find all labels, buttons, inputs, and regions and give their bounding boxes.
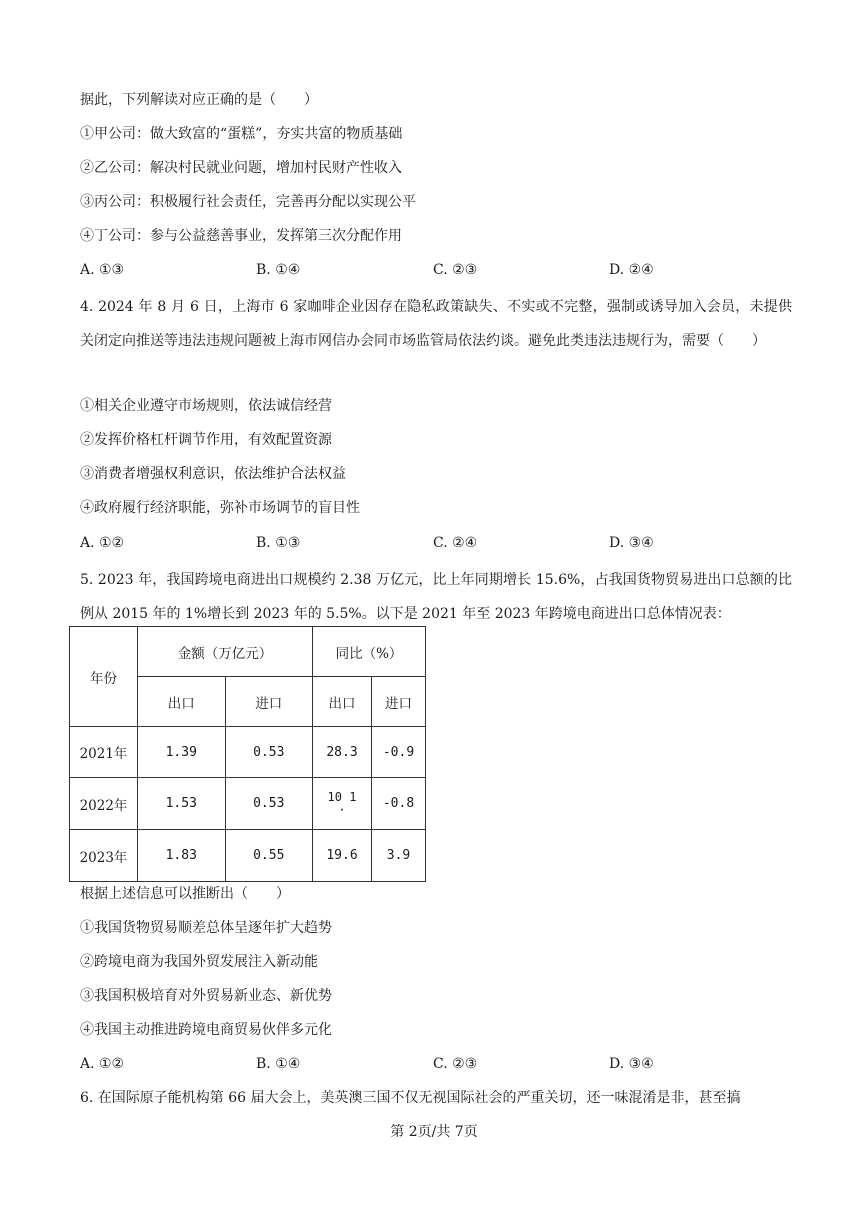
q4-option-d: D. ③④ — [609, 535, 654, 551]
q5-stem: 5. 2023 年，我国跨境电商进出口规模约 2.38 万亿元，比上年同期增长 15.6%，占我国货物贸易进出口总额的比例从 2015 年的 1%增长到 2023 年的 5.5%。以下是 2021 年至 2023 年跨境电商进出口总体情况表： — [80, 572, 792, 622]
q4-item-2: ②发挥价格杠杆调节作用，有效配置资源 — [80, 432, 332, 448]
table-cell: 1.39 — [138, 727, 226, 778]
table-cell-year: 2023年 — [70, 830, 138, 882]
q5-item-1: ①我国货物贸易顺差总体呈逐年扩大趋势 — [80, 920, 332, 936]
table-cell: 0.55 — [225, 830, 313, 882]
table-header-yoy: 同比（%） — [313, 627, 426, 677]
q4-item-4: ④政府履行经济职能，弥补市场调节的盲目性 — [80, 500, 360, 516]
q5-question: 根据上述信息可以推断出（ ） — [80, 886, 290, 902]
table-subheader-export-yoy: 出口 — [313, 677, 372, 727]
q3-stem: 据此，下列解读对应正确的是（ ） — [80, 92, 318, 108]
table-cell: 1.83 — [138, 830, 226, 882]
q3-item-4: ④丁公司：参与公益慈善事业，发挥第三次分配作用 — [80, 228, 402, 244]
q3-option-d: D. ②④ — [609, 262, 654, 278]
table-cell: 3.9 — [372, 830, 426, 882]
table-cell: 0.53 — [225, 778, 313, 830]
table-cell: 10 1 · — [313, 778, 372, 830]
q4-option-a: A. ①② — [80, 535, 125, 551]
table-cell: -0.8 — [372, 778, 426, 830]
q3-option-c: C. ②③ — [433, 262, 478, 278]
table-cell-year: 2022年 — [70, 778, 138, 830]
q5-option-d: D. ③④ — [609, 1056, 654, 1072]
q5-option-c: C. ②③ — [433, 1056, 478, 1072]
table-row — [70, 727, 426, 778]
q5-option-b: B. ①④ — [256, 1056, 301, 1072]
q5-option-a: A. ①② — [80, 1056, 125, 1072]
q4-item-3: ③消费者增强权利意识，依法维护合法权益 — [80, 466, 346, 482]
table-cell: 28.3 — [313, 727, 372, 778]
q6-stem: 6. 在国际原子能机构第 66 届大会上，美英澳三国不仅无视国际社会的严重关切，还一味混淆是非，甚至搞 — [80, 1090, 741, 1106]
table-header-year: 年份 — [70, 627, 138, 727]
q3-option-b: B. ①④ — [256, 262, 301, 278]
page-footer: 第 2页/共 7页 — [390, 1124, 478, 1140]
table-row — [70, 830, 426, 882]
table-cell: 0.53 — [225, 727, 313, 778]
q3-option-a: A. ①③ — [80, 262, 125, 278]
table-subheader-import-yoy: 进口 — [372, 677, 426, 727]
table-row — [70, 778, 426, 830]
cross-border-ecommerce-table — [69, 626, 426, 882]
table-cell: 19.6 — [313, 830, 372, 882]
q5-item-2: ②跨境电商为我国外贸发展注入新动能 — [80, 954, 318, 970]
q3-item-3: ③丙公司：积极履行社会责任，完善再分配以实现公平 — [80, 194, 416, 210]
q4-stem: 4. 2024 年 8 月 6 日，上海市 6 家咖啡企业因存在隐私政策缺失、不实或不完整，强制或诱导加入会员，未提供关闭定向推送等违法违规问题被上海市网信办会同市场监管局依法约谈。避免此类违法违规行为，需要（ ） — [80, 299, 792, 349]
table-header-amount: 金额（万亿元） — [138, 627, 313, 677]
table-subheader-import: 进口 — [225, 677, 313, 727]
q5-item-4: ④我国主动推进跨境电商贸易伙伴多元化 — [80, 1022, 332, 1038]
q4-option-b: B. ①③ — [256, 535, 301, 551]
q5-item-3: ③我国积极培育对外贸易新业态、新优势 — [80, 988, 332, 1004]
table-cell: 1.53 — [138, 778, 226, 830]
q4-option-c: C. ②④ — [433, 535, 478, 551]
table-cell: -0.9 — [372, 727, 426, 778]
table-subheader-export: 出口 — [138, 677, 226, 727]
q3-item-2: ②乙公司：解决村民就业问题，增加村民财产性收入 — [80, 160, 402, 176]
q4-item-1: ①相关企业遵守市场规则，依法诚信经营 — [80, 398, 332, 414]
table-cell-year: 2021年 — [70, 727, 138, 778]
q3-item-1: ①甲公司：做大致富的“蛋糕”，夯实共富的物质基础 — [80, 126, 403, 142]
